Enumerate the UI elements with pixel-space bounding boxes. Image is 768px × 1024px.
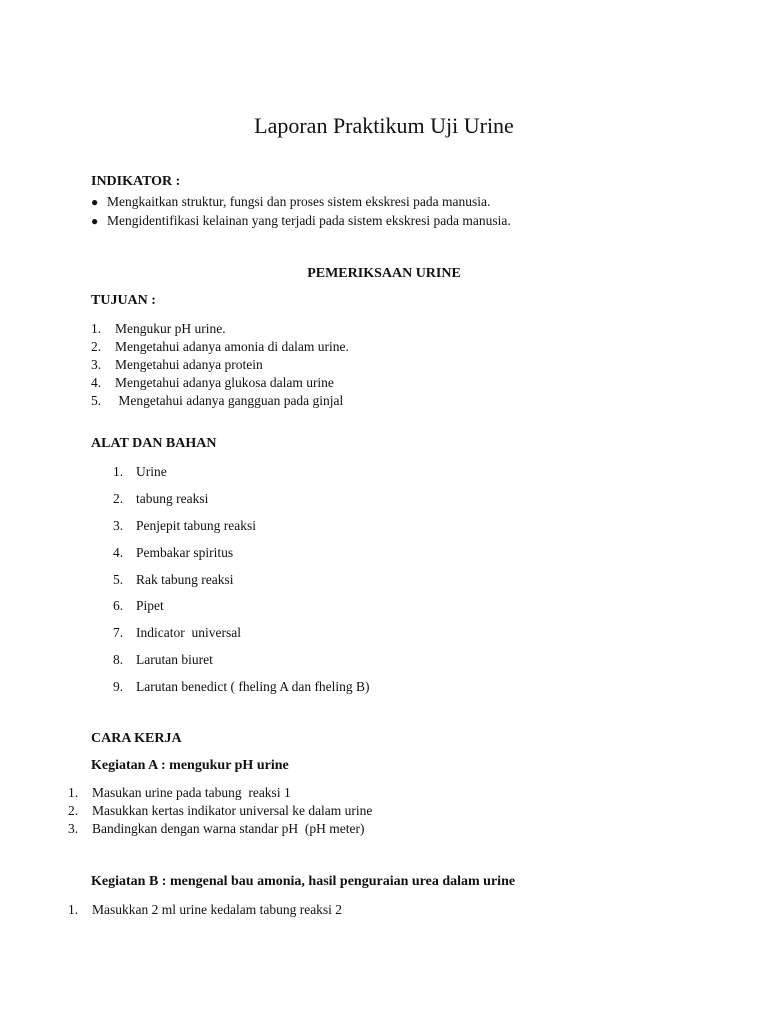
list-number: 5. bbox=[113, 572, 124, 587]
alat-heading: ALAT DAN BAHAN bbox=[91, 436, 217, 451]
list-number: 6. bbox=[113, 598, 124, 613]
list-number: 2. bbox=[68, 803, 79, 818]
section-title: PEMERIKSAAN URINE bbox=[307, 266, 461, 281]
kegiatan-a-heading: Kegiatan A : mengukur pH urine bbox=[91, 758, 289, 773]
indikator-heading: INDIKATOR : bbox=[91, 174, 181, 189]
list-number: 3. bbox=[68, 821, 79, 836]
list-text: Larutan biuret bbox=[136, 652, 213, 667]
list-text: Rak tabung reaksi bbox=[136, 572, 234, 587]
list-number: 3. bbox=[113, 518, 124, 533]
bullet-icon: ● bbox=[91, 214, 99, 228]
list-text: Mengetahui adanya gangguan pada ginjal bbox=[115, 393, 344, 408]
list-number: 4. bbox=[113, 545, 124, 560]
tujuan-heading: TUJUAN : bbox=[91, 293, 156, 308]
list-text: Pembakar spiritus bbox=[136, 545, 234, 560]
list-number: 1. bbox=[68, 902, 79, 917]
list-text: Indicator universal bbox=[136, 625, 241, 640]
list-text: Urine bbox=[136, 464, 167, 479]
bullet-icon: ● bbox=[91, 195, 99, 209]
indikator-item-text: Mengidentifikasi kelainan yang terjadi pada sistem ekskresi pada manusia. bbox=[107, 213, 511, 228]
list-number: 3. bbox=[91, 357, 102, 372]
list-text: Larutan benedict ( fheling A dan fheling B) bbox=[136, 679, 370, 694]
indikator-item-text: Mengkaitkan struktur, fungsi dan proses sistem ekskresi pada manusia. bbox=[107, 194, 491, 209]
list-number: 2. bbox=[113, 491, 124, 506]
list-number: 1. bbox=[91, 321, 102, 336]
list-number: 4. bbox=[91, 375, 102, 390]
list-number: 9. bbox=[113, 679, 124, 694]
list-number: 8. bbox=[113, 652, 124, 667]
list-text: Penjepit tabung reaksi bbox=[136, 518, 256, 533]
list-number: 5. bbox=[91, 393, 102, 408]
list-number: 7. bbox=[113, 625, 124, 640]
list-number: 1. bbox=[113, 464, 124, 479]
list-text: Masukkan kertas indikator universal ke dalam urine bbox=[92, 803, 373, 818]
list-text: tabung reaksi bbox=[136, 491, 209, 506]
list-number: 2. bbox=[91, 339, 102, 354]
list-text: Mengetahui adanya protein bbox=[115, 357, 263, 372]
kegiatan-b-heading: Kegiatan B : mengenal bau amonia, hasil penguraian urea dalam urine bbox=[91, 874, 516, 889]
document-title: Laporan Praktikum Uji Urine bbox=[254, 113, 514, 138]
list-text: Masukan urine pada tabung reaksi 1 bbox=[92, 785, 291, 800]
list-text: Masukkan 2 ml urine kedalam tabung reaksi 2 bbox=[92, 902, 343, 917]
list-text: Mengetahui adanya amonia di dalam urine. bbox=[115, 339, 349, 354]
list-text: Mengetahui adanya glukosa dalam urine bbox=[115, 375, 334, 390]
list-text: Pipet bbox=[136, 598, 164, 613]
list-number: 1. bbox=[68, 785, 79, 800]
list-text: Mengukur pH urine. bbox=[115, 321, 226, 336]
cara-kerja-heading: CARA KERJA bbox=[91, 731, 182, 746]
list-text: Bandingkan dengan warna standar pH (pH meter) bbox=[92, 821, 365, 836]
